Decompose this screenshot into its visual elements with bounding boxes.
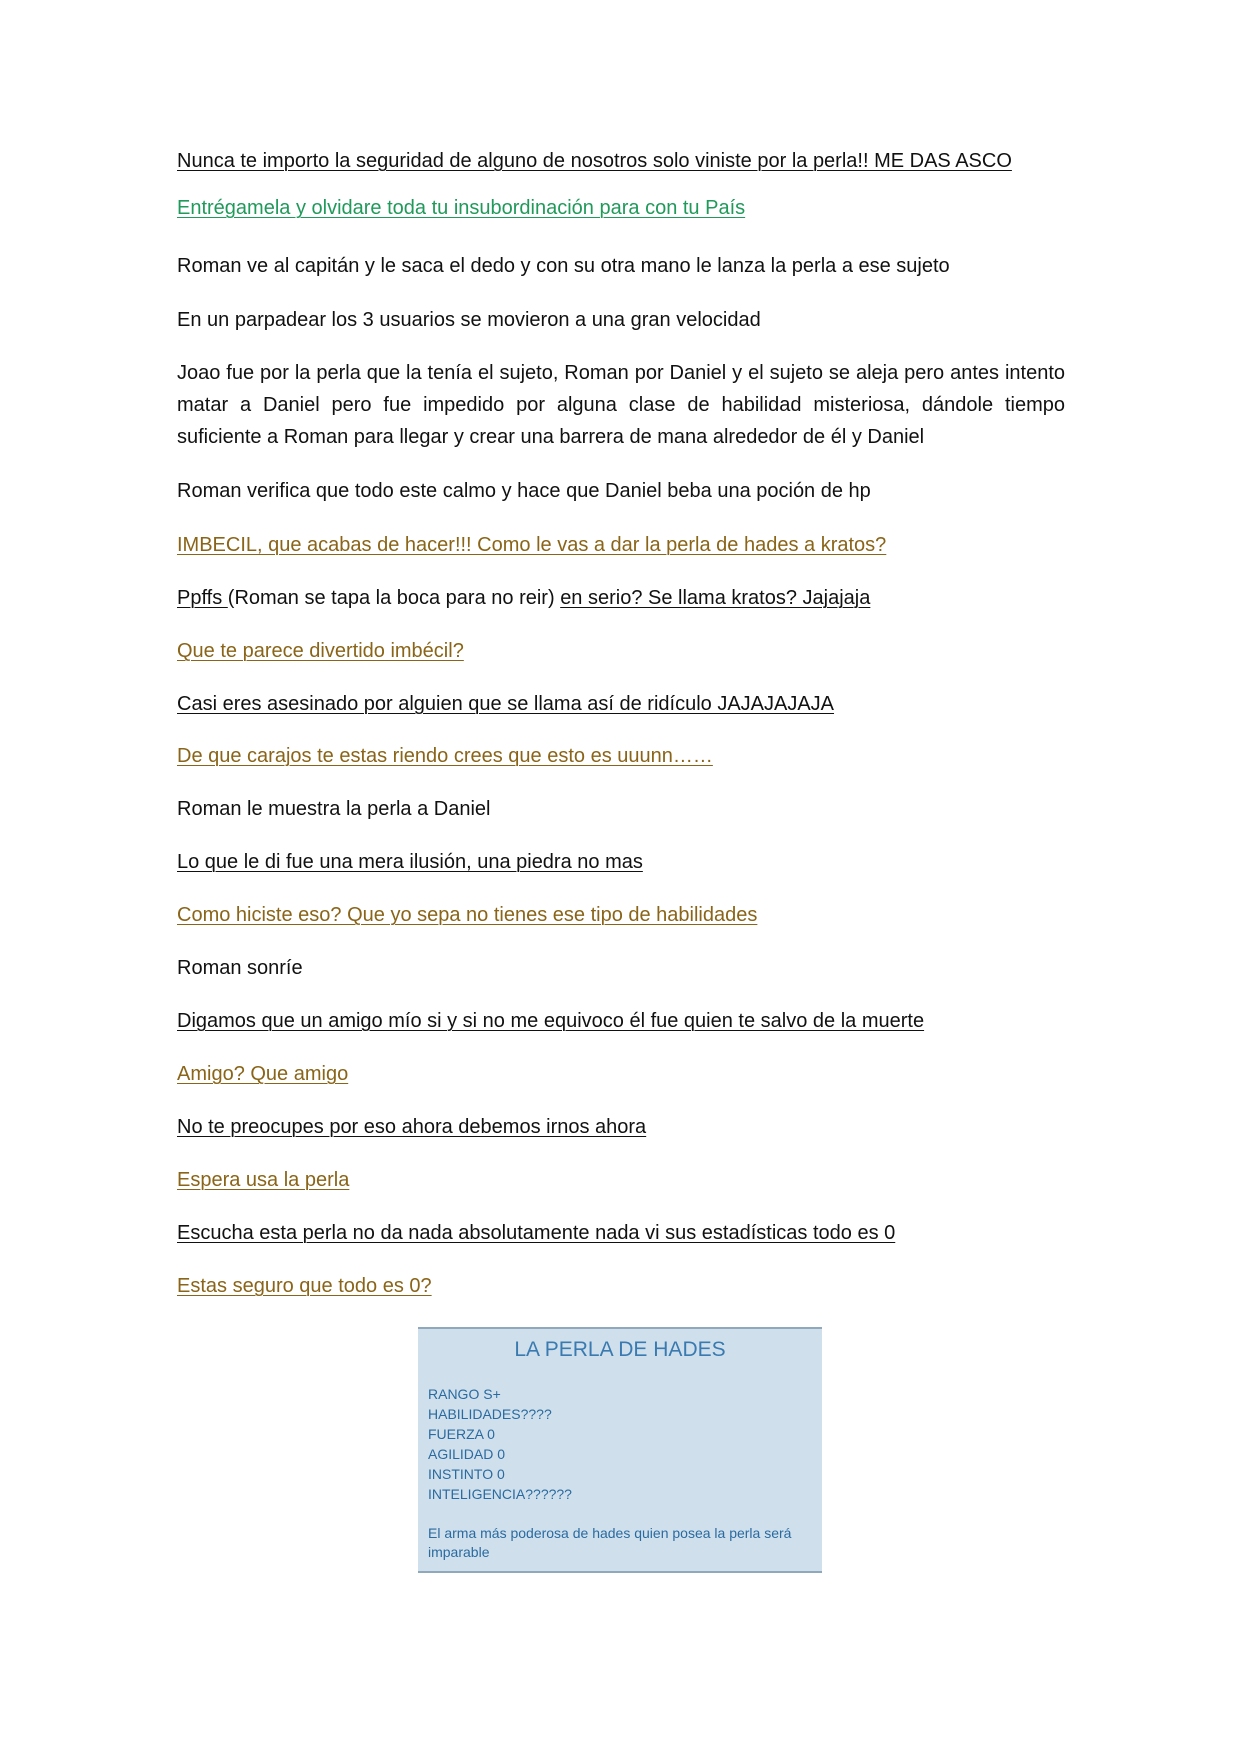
stat-agility: AGILIDAD 0: [428, 1446, 506, 1462]
dialogue-line: Digamos que un amigo mío si y si no me equivoco él fue quien te salvo de la muerte: [177, 1010, 925, 1032]
dialogue-line: Escucha esta perla no da nada absolutamente nada vi sus estadísticas todo es 0: [177, 1222, 896, 1244]
narration-line: En un parpadear los 3 usuarios se movieron a una gran velocidad: [177, 309, 761, 331]
dialogue-line: IMBECIL, que acabas de hacer!!! Como le vas a dar la perla de hades a kratos?: [177, 534, 887, 556]
dialogue-fragment: en serio? Se llama kratos? Jajajaja: [560, 587, 871, 609]
dialogue-line: Como hiciste eso? Que yo sepa no tienes ese tipo de habilidades: [177, 904, 758, 926]
dialogue-line: Que te parece divertido imbécil?: [177, 640, 464, 662]
stat-intelligence: INTELIGENCIA??????: [428, 1486, 572, 1502]
stat-abilities: HABILIDADES????: [428, 1406, 552, 1422]
dialogue-line: Nunca te importo la seguridad de alguno de nosotros solo viniste por la perla!! ME DAS ASCO: [177, 150, 1012, 172]
narration-line: Roman le muestra la perla a Daniel: [177, 798, 491, 820]
dialogue-line: De que carajos te estas riendo crees que esto es uuunn……: [177, 745, 713, 767]
narration-line: Roman verifica que todo este calmo y hace que Daniel beba una poción de hp: [177, 480, 871, 502]
narration-paragraph: Joao fue por la perla que la tenía el sujeto, Roman por Daniel y el sujeto se aleja pero antes intento matar a Daniel pero fue impedido por alguna clase de habilidad misteriosa, dándole tiempo suficiente a Roman para llegar y crear una barrera de mana alrededor de él y Daniel: [177, 362, 1065, 448]
dialogue-fragment: Ppffs: [177, 587, 228, 609]
dialogue-line: Casi eres asesinado por alguien que se llama así de ridículo JAJAJAJAJA: [177, 693, 835, 715]
dialogue-line: Estas seguro que todo es 0?: [177, 1275, 432, 1297]
dialogue-line: Amigo? Que amigo: [177, 1063, 349, 1085]
stat-box: [418, 1327, 822, 1573]
stat-box-description: El arma más poderosa de hades quien posea la perla será imparable: [428, 1525, 792, 1560]
stat-rank: RANGO S+: [428, 1386, 501, 1402]
stat-instinct: INSTINTO 0: [428, 1466, 505, 1482]
dialogue-line: Lo que le di fue una mera ilusión, una piedra no mas: [177, 851, 643, 873]
mixed-line: [177, 582, 1065, 614]
dialogue-line: Espera usa la perla: [177, 1169, 350, 1191]
dialogue-line: Entrégamela y olvidare toda tu insubordinación para con tu País: [177, 197, 746, 219]
narration-line: Roman ve al capitán y le saca el dedo y con su otra mano le lanza la perla a ese sujeto: [177, 255, 950, 277]
stat-box-title: LA PERLA DE HADES: [514, 1338, 726, 1361]
narration-line: Roman sonríe: [177, 957, 303, 979]
narration-fragment: (Roman se tapa la boca para no reir): [227, 587, 561, 609]
stat-list: [428, 1384, 572, 1504]
stat-strength: FUERZA 0: [428, 1426, 495, 1442]
dialogue-line: No te preocupes por eso ahora debemos irnos ahora: [177, 1116, 647, 1138]
